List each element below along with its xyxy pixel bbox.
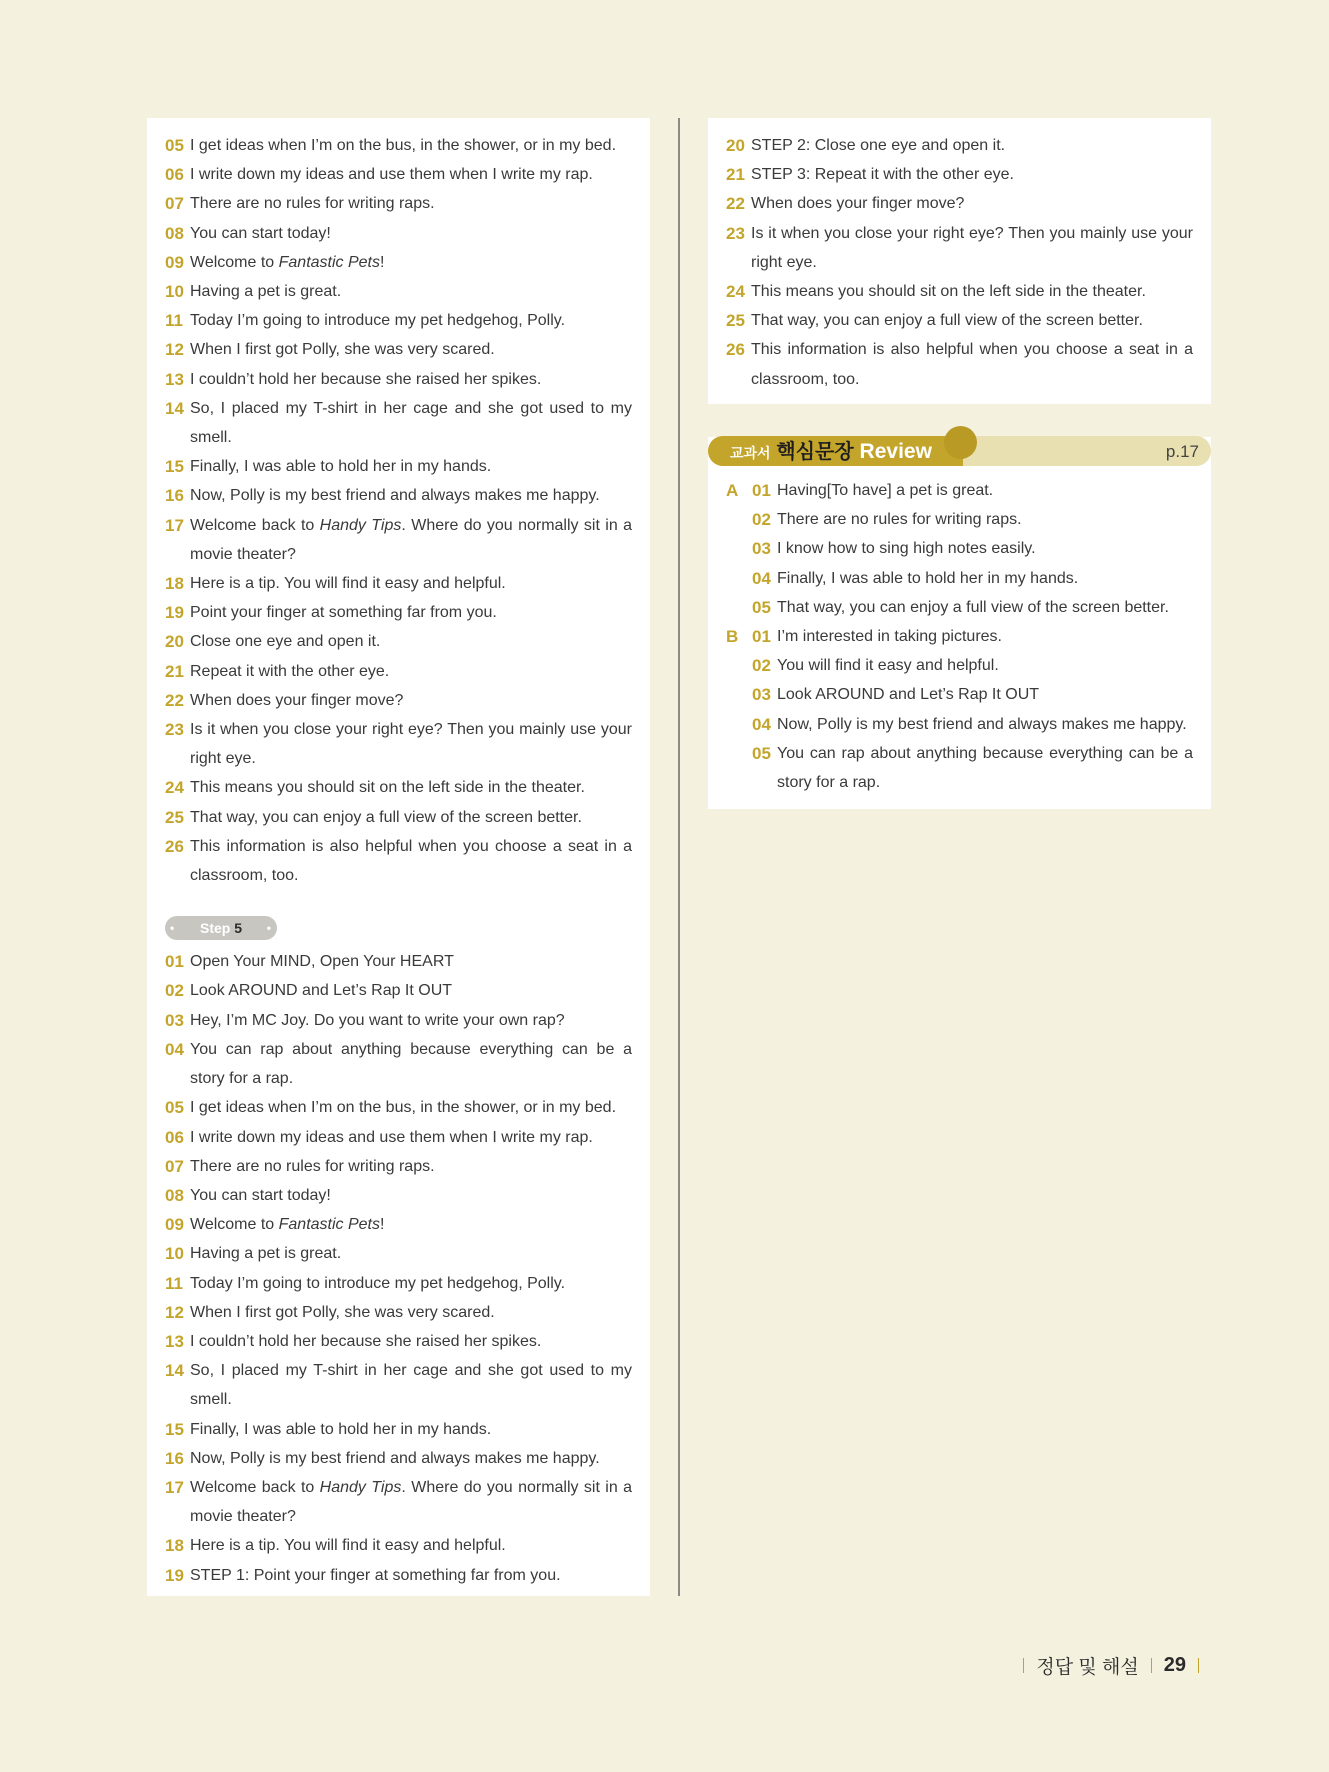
sentence-line (165, 715, 632, 773)
sentence-text: Hey, I’m MC Joy. Do you want to write your own rap? (190, 1011, 565, 1029)
sentence-text: Finally, I was able to hold her in my hands. (190, 1420, 492, 1438)
sentence-line (165, 335, 632, 364)
sentence-number: 04 (165, 1039, 184, 1059)
sentence-text: Is it when you close your right eye? Then you mainly use your right eye. (751, 224, 1193, 271)
review-item (726, 534, 1193, 563)
sentence-line (165, 394, 632, 452)
sentence-line (165, 277, 632, 306)
sentence-number: 11 (165, 311, 183, 331)
sentence-number: 10 (165, 282, 184, 302)
sentence-text: . Where do you normally sit in a movie theater? (190, 1478, 633, 1526)
review-item (726, 593, 1193, 622)
sentence-line (165, 657, 632, 686)
sentence-text: Finally, I was able to hold her in my hands. (190, 458, 492, 476)
sentence-text: You will find it easy and helpful. (777, 657, 999, 675)
sentence-number: 05 (165, 136, 184, 155)
sentence-line (165, 569, 632, 598)
sentence-text: I write down my ideas and use them when I write my rap. (190, 166, 593, 184)
review-item (726, 739, 1193, 797)
sentence-text: When does your finger move? (190, 691, 404, 709)
sentence-line (165, 306, 632, 335)
sentence-text: I write down my ideas and use them when I write my rap. (190, 1128, 593, 1146)
sentence-line (165, 1239, 632, 1268)
sentence-text: STEP 1: Point your finger at something far from you. (190, 1566, 561, 1584)
sentence-line (165, 131, 632, 160)
sentence-text: Now, Polly is my best friend and always makes me happy. (777, 715, 1187, 733)
sentence-number: 08 (165, 223, 184, 243)
sentence-text: You can start today! (190, 1186, 331, 1204)
sentence-text: Having a pet is great. (190, 283, 342, 301)
sentence-line (726, 189, 1193, 218)
sentence-text: Welcome to (190, 1216, 279, 1234)
sentence-number: 05 (165, 1098, 184, 1118)
sentence-number: 09 (165, 1215, 184, 1235)
review-list (726, 476, 1193, 797)
sentence-line (165, 1123, 632, 1152)
review-page-ref: p.17 (1165, 442, 1199, 461)
sentence-number: 15 (165, 457, 184, 477)
sentence-text: Look AROUND and Let’s Rap It OUT (190, 982, 453, 1000)
sentence-line (165, 1444, 632, 1473)
sentence-number: 14 (165, 398, 184, 418)
sentence-line (165, 1531, 632, 1560)
sentence-text: Here is a tip. You will find it easy and helpful. (190, 1537, 506, 1555)
sentence-number: 12 (165, 340, 184, 360)
sentence-number: 07 (165, 194, 184, 214)
sentence-line (165, 365, 632, 394)
review-item (726, 564, 1193, 593)
left-answer-panel (147, 118, 650, 1596)
sentence-list-right (726, 131, 1193, 394)
sentence-line (165, 976, 632, 1005)
review-title-kr-big: 핵심문장 (776, 441, 854, 463)
sentence-number: 16 (165, 486, 184, 506)
sentence-number: 15 (165, 1419, 184, 1439)
sentence-line (165, 1210, 632, 1239)
sentence-italic-title: Fantastic Pets (278, 253, 380, 271)
sentence-line (165, 248, 632, 277)
sentence-number: 19 (165, 603, 184, 623)
review-item (726, 476, 1193, 505)
sentence-number: 19 (165, 1565, 184, 1585)
sentence-number: 22 (165, 690, 184, 710)
sentence-line (165, 1473, 632, 1531)
sentence-text: So, I placed my T-shirt in her cage and she got used to my smell. (190, 399, 632, 447)
sentence-number: 10 (165, 1244, 184, 1264)
sentence-text: Having[To have] a pet is great. (777, 482, 994, 499)
sentence-number: 11 (165, 1273, 183, 1293)
sentence-line (165, 1356, 632, 1414)
sentence-number: 22 (726, 194, 745, 214)
review-title-kr-small: 교과서 (730, 445, 771, 461)
sentence-line (165, 1152, 632, 1181)
sentence-list-group-1 (165, 131, 632, 890)
review-panel (708, 437, 1211, 809)
sentence-number: 03 (752, 685, 771, 705)
sentence-line (165, 1181, 632, 1210)
sentence-text: This means you should sit on the left side in the theater. (751, 283, 1146, 301)
sentence-italic-title: Fantastic Pets (278, 1216, 380, 1234)
sentence-number: 23 (726, 223, 745, 243)
column-divider (678, 118, 680, 1596)
speech-bubble-icon (944, 426, 977, 459)
sentence-number: 23 (165, 720, 184, 740)
sentence-text: This means you should sit on the left side in the theater. (190, 779, 585, 797)
sentence-line (726, 219, 1193, 277)
sentence-line (726, 306, 1193, 335)
sentence-number: 01 (165, 952, 184, 972)
sentence-line (165, 803, 632, 832)
review-title-en: Review (859, 440, 932, 463)
sentence-text: I get ideas when I’m on the bus, in the shower, or in my bed. (190, 137, 617, 154)
sentence-number: 14 (165, 1361, 184, 1381)
sentence-text: There are no rules for writing raps. (190, 1157, 435, 1175)
sentence-line (165, 160, 632, 189)
review-title (730, 437, 932, 468)
sentence-text: . Where do you normally sit in a movie theater? (190, 516, 633, 563)
review-item (726, 710, 1193, 739)
sentence-text: I’m interested in taking pictures. (777, 628, 1002, 646)
sentence-text: ! (380, 253, 385, 271)
sentence-text: Look AROUND and Let’s Rap It OUT (777, 686, 1040, 704)
sentence-text: There are no rules for writing raps. (190, 195, 435, 213)
sentence-text: STEP 2: Close one eye and open it. (751, 137, 1006, 154)
sentence-line (726, 131, 1193, 160)
sentence-text: Close one eye and open it. (190, 633, 381, 651)
sentence-italic-title: Handy Tips (319, 1478, 402, 1496)
sentence-text: Today I’m going to introduce my pet hedgehog, Polly. (190, 1274, 566, 1292)
sentence-number: 12 (165, 1302, 184, 1322)
sentence-line (165, 189, 632, 218)
sentence-text: Now, Polly is my best friend and always makes me happy. (190, 487, 600, 505)
sentence-line (165, 947, 632, 976)
sentence-number: 02 (752, 510, 771, 530)
sentence-list-group-2 (165, 947, 632, 1589)
sentence-line (165, 511, 632, 569)
sentence-line (165, 1006, 632, 1035)
sentence-number: 09 (165, 252, 184, 272)
sentence-text: You can rap about anything because everything can be a story for a rap. (777, 744, 1193, 792)
sentence-number: 04 (752, 568, 771, 588)
step-badge: • Step 5 • (165, 916, 277, 940)
sentence-number: 04 (752, 714, 771, 734)
sentence-text: Now, Polly is my best friend and always makes me happy. (190, 1449, 600, 1467)
sentence-line (726, 335, 1193, 393)
sentence-text: When does your finger move? (751, 195, 965, 213)
sentence-line (165, 1561, 632, 1590)
sentence-text: I get ideas when I’m on the bus, in the shower, or in my bed. (190, 1099, 617, 1117)
sentence-italic-title: Handy Tips (319, 516, 402, 534)
sentence-number: 08 (165, 1185, 184, 1205)
review-header (708, 434, 1211, 468)
sentence-text: Welcome to (190, 253, 279, 271)
sentence-line (165, 1093, 632, 1122)
sentence-number: 05 (752, 597, 771, 617)
sentence-text: That way, you can enjoy a full view of the screen better. (190, 808, 582, 826)
sentence-number: 24 (726, 282, 745, 302)
sentence-text: I know how to sing high notes easily. (777, 540, 1036, 558)
sentence-text: Finally, I was able to hold her in my hands. (777, 569, 1079, 587)
footer-label: 정답 및 해설 (1036, 1656, 1139, 1678)
sentence-number: 26 (726, 340, 745, 360)
review-item (726, 651, 1193, 680)
sentence-text: Welcome back to (190, 516, 320, 534)
review-item (726, 622, 1193, 651)
sentence-text: Here is a tip. You will find it easy and helpful. (190, 575, 506, 593)
sentence-number: 18 (165, 574, 184, 594)
sentence-number: 03 (165, 1010, 184, 1030)
sentence-number: 20 (726, 136, 745, 155)
sentence-text: Point your finger at something far from you. (190, 604, 497, 622)
sentence-line (165, 219, 632, 248)
sentence-number: 03 (752, 539, 771, 559)
sentence-line (165, 627, 632, 656)
sentence-line (165, 1035, 632, 1093)
sentence-text: Open Your MIND, Open Your HEART (190, 953, 454, 971)
review-section-label: B (726, 627, 739, 647)
sentence-line (165, 1298, 632, 1327)
sentence-text: You can start today! (190, 224, 331, 242)
sentence-text: Is it when you close your right eye? Then you mainly use your right eye. (190, 721, 632, 768)
sentence-text: You can rap about anything because everything can be a story for a rap. (190, 1040, 632, 1088)
sentence-number: 25 (165, 807, 184, 827)
sentence-line (726, 277, 1193, 306)
sentence-line (165, 1327, 632, 1356)
sentence-number: 07 (165, 1156, 184, 1176)
sentence-number: 06 (165, 1127, 184, 1147)
sentence-number: 01 (752, 627, 771, 647)
sentence-text: This information is also helpful when you choose a seat in a classroom, too. (751, 341, 1193, 388)
sentence-number: 17 (165, 1477, 184, 1497)
sentence-line (165, 452, 632, 481)
sentence-text: That way, you can enjoy a full view of the screen better. (751, 312, 1143, 330)
sentence-line (165, 481, 632, 510)
sentence-text: I couldn’t hold her because she raised her spikes. (190, 1332, 542, 1350)
sentence-line (165, 686, 632, 715)
sentence-text: I couldn’t hold her because she raised her spikes. (190, 370, 542, 388)
sentence-number: 01 (752, 481, 771, 500)
sentence-number: 26 (165, 836, 184, 856)
sentence-text: There are no rules for writing raps. (777, 511, 1022, 529)
page-footer (1011, 1652, 1211, 1678)
page-number: 29 (1163, 1653, 1186, 1676)
sentence-text: Welcome back to (190, 1478, 320, 1496)
sentence-number: 06 (165, 165, 184, 185)
sentence-number: 05 (752, 743, 771, 763)
sentence-number: 13 (165, 369, 184, 389)
sentence-text: Having a pet is great. (190, 1245, 342, 1263)
sentence-number: 18 (165, 1536, 184, 1556)
review-item (726, 505, 1193, 534)
sentence-line (165, 832, 632, 890)
sentence-number: 21 (726, 165, 745, 185)
review-item (726, 680, 1193, 709)
sentence-line (165, 1415, 632, 1444)
sentence-line (165, 1269, 632, 1298)
sentence-number: 02 (165, 981, 184, 1001)
sentence-text: When I first got Polly, she was very scared. (190, 1303, 495, 1321)
sentence-number: 13 (165, 1331, 184, 1351)
step-label: Step (199, 920, 231, 937)
sentence-number: 02 (752, 656, 771, 676)
sentence-text: STEP 3: Repeat it with the other eye. (751, 166, 1014, 184)
sentence-line (726, 160, 1193, 189)
sentence-text: When I first got Polly, she was very scared. (190, 341, 495, 359)
sentence-number: 20 (165, 632, 184, 652)
sentence-text: That way, you can enjoy a full view of the screen better. (777, 598, 1169, 616)
sentence-text: So, I placed my T-shirt in her cage and she got used to my smell. (190, 1362, 632, 1409)
sentence-number: 21 (165, 661, 184, 681)
sentence-text: This information is also helpful when you choose a seat in a classroom, too. (190, 837, 632, 885)
sentence-number: 16 (165, 1448, 184, 1468)
sentence-number: 25 (726, 311, 745, 331)
review-section-label: A (726, 481, 739, 500)
sentence-text: Today I’m going to introduce my pet hedgehog, Polly. (190, 312, 566, 330)
sentence-line (165, 773, 632, 802)
sentence-number: 24 (165, 778, 184, 798)
sentence-text: ! (380, 1216, 385, 1234)
sentence-text: Repeat it with the other eye. (190, 662, 390, 680)
sentence-number: 17 (165, 515, 184, 535)
sentence-line (165, 598, 632, 627)
right-answer-panel (708, 118, 1211, 404)
step-number: 5 (234, 920, 243, 937)
